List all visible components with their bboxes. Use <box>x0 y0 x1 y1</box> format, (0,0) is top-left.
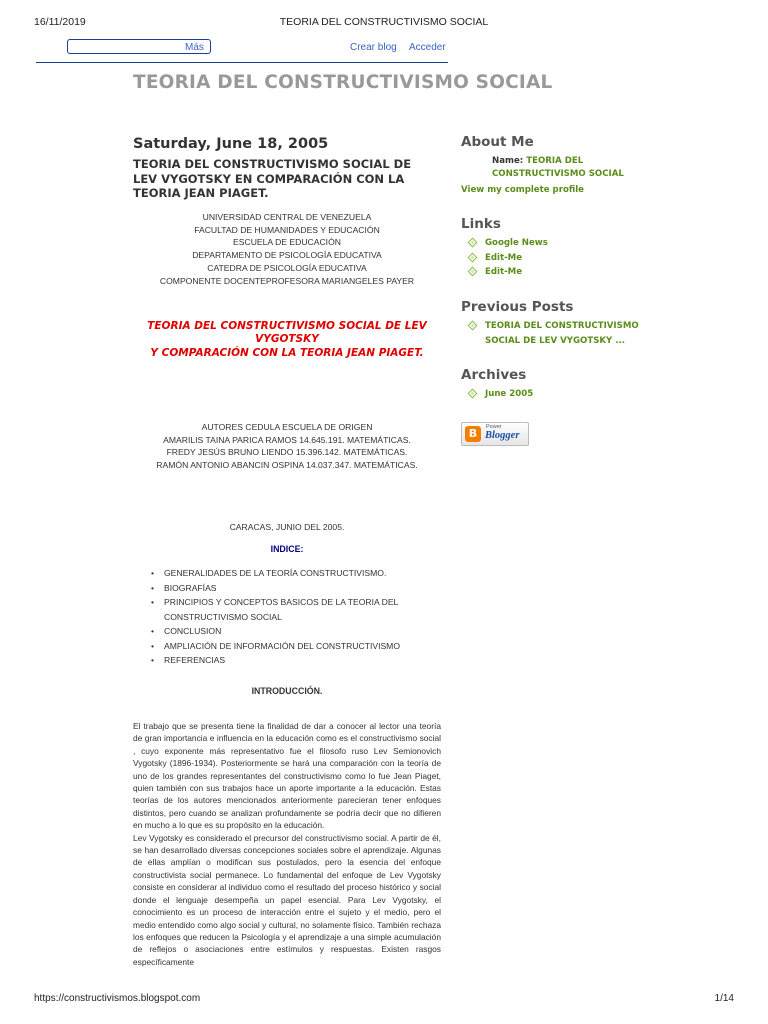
sidebar-link-google-news[interactable] <box>467 236 548 251</box>
table-of-contents <box>150 566 430 668</box>
badge-power-text: Power <box>486 424 502 430</box>
sidebar-link-edit-me[interactable] <box>467 265 548 280</box>
more-link[interactable]: Más <box>185 42 204 53</box>
toc-item-label: PRINCIPIOS Y CONCEPTOS BASICOS DE LA TEORIA DEL CONSTRUCTIVISMO SOCIAL <box>164 597 399 622</box>
login-link[interactable]: Acceder <box>409 42 446 53</box>
authors-line: AMARILIS TAINA PARICA RAMOS 14.645.191. MATEMÁTICAS. <box>163 434 411 445</box>
institution-line: DEPARTAMENTO DE PSICOLOGÍA EDUCATIVA <box>192 250 382 261</box>
about-heading: About Me <box>461 134 534 150</box>
sidebar-link-label[interactable]: Edit-Me <box>485 252 523 263</box>
blogger-logo-icon: B <box>465 426 481 442</box>
toc-item <box>150 595 430 624</box>
diamond-bullet-icon <box>468 321 478 331</box>
authors-line: AUTORES CEDULA ESCUELA DE ORIGEN <box>201 422 373 432</box>
institution-line: UNIVERSIDAD CENTRAL DE VENEZUELA <box>202 212 372 222</box>
bullet-icon: • <box>151 655 155 665</box>
institution-block <box>133 211 441 287</box>
institution-line: ESCUELA DE EDUCACIÓN <box>233 237 341 248</box>
diamond-bullet-icon <box>468 267 478 277</box>
toc-item <box>150 624 430 639</box>
print-footer <box>34 993 734 1007</box>
authors-line: FREDY JESÚS BRUNO LIENDO 15.396.142. MATEMÁTICAS. <box>166 447 408 458</box>
badge-blogger-text: Blogger <box>485 430 520 441</box>
links-heading: Links <box>461 216 501 232</box>
toc-item <box>150 581 430 596</box>
blogger-navbar <box>36 38 448 63</box>
previous-posts-heading: Previous Posts <box>461 299 574 315</box>
institution-line: FACULTAD DE HUMANIDADES Y EDUCACIÓN <box>194 224 380 235</box>
toc-item-label: CONCLUSION <box>164 626 222 636</box>
toc-item-label: AMPLIACIÓN DE INFORMACIÓN DEL CONSTRUCTIVISMO <box>164 640 401 651</box>
archives-heading: Archives <box>461 367 527 383</box>
toc-item-label: REFERENCIAS <box>164 655 226 665</box>
blog-title[interactable]: TEORIA DEL CONSTRUCTIVISMO SOCIAL <box>133 72 553 93</box>
body-paragraph: Lev Vygotsky es considerado el precursor del constructivismo social. A partir de él, se han desarrollado diversas concepciones sociales sobre el aprendizaje. Algunas de ellas amplían o modifican sus postulados, pero la esencia del enfoque constructivista social permanece. Lo fundamental del enfoque de Lev Vygotsky consiste en considerar al individuo como el resultado del proceso histórico y social donde el lenguaje desempeña un papel esencial. Para Lev Vygotsky, el conocimiento es un proceso de interacción entre el sujeto y el medio, pero el medio entendido como algo social y cultural, no solamente físico. También rechaza los enfoques que reducen la Psicología y el aprendizaje a una simple acumulación de reflejos o asociaciones entre estímulos y respuestas. Existen rasgos específicamente <box>133 832 441 967</box>
archives-list <box>467 387 533 402</box>
sidebar-link-label[interactable]: Edit-Me <box>485 267 523 277</box>
bullet-icon: • <box>151 626 155 636</box>
sidebar-link-edit-me[interactable] <box>467 251 548 266</box>
red-subtitle <box>133 320 441 360</box>
post-title: TEORIA DEL CONSTRUCTIVISMO SOCIAL DE LEV VYGOTSKY EN COMPARACIÓN CON LA TEORIA JEAN PIAGET. <box>133 157 412 200</box>
diamond-bullet-icon <box>468 389 478 399</box>
bullet-icon: • <box>151 568 155 578</box>
toc-item <box>150 653 430 668</box>
institution-line: COMPONENTE DOCENTEPROFESORA MARIANGELES PAYER <box>159 275 415 286</box>
create-blog-link[interactable]: Crear blog <box>350 42 397 53</box>
bullet-icon: • <box>151 640 155 651</box>
sidebar-link-label[interactable]: Google News <box>485 238 548 248</box>
intro-heading: INTRODUCCIÓN. <box>251 686 323 696</box>
authors-block <box>133 421 441 472</box>
links-list <box>467 236 548 280</box>
previous-post-label[interactable]: TEORIA DEL CONSTRUCTIVISMO SOCIAL DE LEV VYGOTSKY ... <box>485 321 639 346</box>
print-title: TEORIA DEL CONSTRUCTIVISMO SOCIAL <box>279 16 489 28</box>
about-name <box>492 155 662 181</box>
body-paragraph: El trabajo que se presenta tiene la finalidad de dar a conocer al lector una teoría de gran importancia e influencia en la educación como es el constructivismo social , cuyo exponente más representativo fue el filosofo ruso Lev Semionovich Vygotsky (1896-1934). Posteriormente se hará una comparación con la teoría de uno de los grandes representantes del constructivismo como lo fue Jean Piaget, quien también con sus trabajos hace un aporte importante a la educación. Estas teorías de los autores mencionados anteriormente parecieran tener enfoques distintos, pero cuando se analizan profundamente se podría decir que no difieren en mucho a lo que es su propósito en la educación. <box>133 721 441 831</box>
post-date: Saturday, June 18, 2005 <box>133 136 329 152</box>
name-label: Name: <box>492 156 524 166</box>
red-subtitle-line: Y COMPARACIÓN CON LA TEORIA JEAN PIAGET. <box>150 346 424 359</box>
print-header <box>34 16 734 30</box>
index-heading: INDICE: <box>270 544 304 554</box>
red-subtitle-line: TEORIA DEL CONSTRUCTIVISMO SOCIAL DE LEV VYGOTSKY <box>147 320 427 346</box>
powered-by-blogger-badge[interactable] <box>461 422 529 446</box>
previous-post-link[interactable] <box>467 319 647 349</box>
toc-item <box>150 566 430 581</box>
name-value: TEORIA DEL CONSTRUCTIVISMO SOCIAL <box>492 156 624 179</box>
authors-line: RAMÓN ANTONIO ABANCIN OSPINA 14.037.347. MATEMÁTICAS. <box>156 460 418 471</box>
bullet-icon: • <box>151 582 155 593</box>
archive-label[interactable]: June 2005 <box>485 389 534 399</box>
print-date: 16/11/2019 <box>34 16 86 28</box>
place-date: CARACAS, JUNIO DEL 2005. <box>229 522 345 532</box>
previous-posts-list <box>467 319 647 349</box>
bullet-icon: • <box>151 597 155 607</box>
profile-link[interactable]: View my complete profile <box>461 185 584 195</box>
institution-line: CATEDRA DE PSICOLOGÍA EDUCATIVA <box>207 262 367 273</box>
diamond-bullet-icon <box>468 252 478 262</box>
toc-item-label: BIOGRAFÍAS <box>164 582 217 593</box>
diamond-bullet-icon <box>468 238 478 248</box>
archive-link[interactable] <box>467 387 533 402</box>
print-url: https://constructivismos.blogspot.com <box>34 993 201 1004</box>
toc-item-label: GENERALIDADES DE LA TEORÍA CONSTRUCTIVISMO. <box>164 568 387 578</box>
toc-item <box>150 639 430 654</box>
post-body <box>133 720 441 968</box>
page-number: 1/14 <box>714 993 734 1004</box>
